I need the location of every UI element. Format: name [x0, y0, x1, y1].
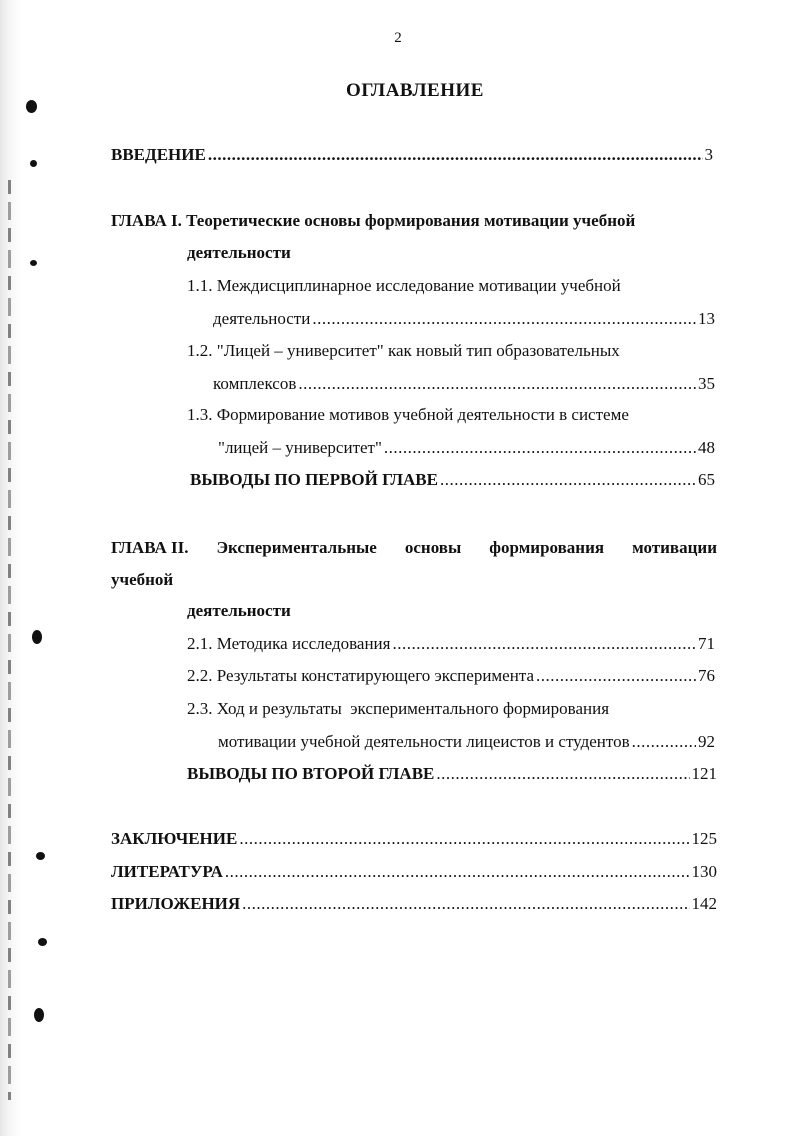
toc-entry-chapter2-conclusion: [187, 763, 717, 785]
heading-word: мотивации: [632, 538, 717, 557]
leader-dots: [384, 437, 696, 459]
entry-page: 48: [698, 438, 715, 457]
leader-dots: [440, 469, 696, 491]
entry-label: ПРИЛОЖЕНИЯ: [111, 894, 241, 913]
chapter2-heading-cont2: деятельности: [187, 601, 291, 620]
binding-hole: [30, 160, 37, 167]
toc-entry-conclusion: [111, 828, 717, 850]
heading-word: основы: [404, 538, 462, 557]
entry-page: 130: [691, 862, 717, 881]
leader-dots: [392, 633, 696, 655]
chapter1-heading-cont: деятельности: [187, 243, 291, 262]
page-number: 2: [394, 30, 402, 46]
section-1-3-title: 1.3. Формирование мотивов учебной деятельности в системе: [187, 405, 629, 424]
entry-page: 71: [698, 634, 715, 653]
toc-entry-chapter1-conclusion: [190, 469, 715, 491]
entry-page: 76: [698, 666, 715, 685]
entry-label: "лицей – университет": [218, 438, 382, 457]
entry-label: ВЫВОДЫ ПО ПЕРВОЙ ГЛАВЕ: [190, 470, 438, 489]
binding-hole: [30, 260, 37, 266]
toc-entry-intro: [111, 144, 713, 166]
entry-page: 35: [698, 374, 715, 393]
entry-page: 142: [691, 894, 717, 913]
chapter1-heading: ГЛАВА I. Теоретические основы формирования мотивации учебной: [111, 211, 636, 230]
entry-label: комплексов: [213, 374, 297, 393]
entry-label: ЗАКЛЮЧЕНИЕ: [111, 829, 238, 848]
entry-page: 13: [698, 309, 715, 328]
toc-entry-1-1: [213, 308, 715, 330]
toc-entry-2-2: [187, 665, 715, 687]
leader-dots: [298, 373, 696, 395]
section-1-2-title: 1.2. "Лицей – университет" как новый тип образовательных: [187, 341, 620, 360]
toc-entry-appendices: [111, 893, 717, 915]
binding-hole: [36, 852, 45, 860]
scan-edge-shadow: [0, 0, 22, 1136]
entry-page: 125: [691, 829, 717, 848]
entry-label: ВЫВОДЫ ПО ВТОРОЙ ГЛАВЕ: [187, 764, 435, 783]
toc-entry-1-2: [213, 373, 715, 395]
leader-dots: [208, 144, 703, 166]
entry-label: 2.1. Методика исследования: [187, 634, 391, 653]
leader-dots: [225, 861, 690, 883]
toc-entry-literature: [111, 861, 717, 883]
leader-dots: [536, 665, 696, 687]
binding-hole: [38, 938, 47, 946]
chapter2-heading: [111, 537, 717, 559]
heading-word: формирования: [489, 538, 605, 557]
section-1-1-title: 1.1. Междисциплинарное исследование мотивации учебной: [187, 276, 621, 295]
entry-page: 121: [691, 764, 717, 783]
entry-label: деятельности: [213, 309, 311, 328]
scan-edge-streak: [8, 180, 11, 1100]
binding-hole: [32, 630, 42, 644]
entry-label: ВВЕДЕНИЕ: [111, 145, 206, 164]
heading-word: ГЛАВА II.: [111, 538, 189, 557]
leader-dots: [436, 763, 689, 785]
leader-dots: [239, 828, 689, 850]
section-2-3-title: 2.3. Ход и результаты экспериментального формирования: [187, 699, 610, 718]
heading-word: Экспериментальные: [216, 538, 377, 557]
entry-label: мотивации учебной деятельности лицеистов и студентов: [218, 732, 630, 751]
toc-entry-2-1: [187, 633, 715, 655]
entry-page: 65: [698, 470, 715, 489]
toc-entry-2-3: [218, 731, 715, 753]
entry-label: ЛИТЕРАТУРА: [111, 862, 223, 881]
entry-page: 3: [704, 145, 713, 164]
leader-dots: [242, 893, 689, 915]
chapter2-heading-cont1: учебной: [111, 570, 174, 589]
binding-hole: [34, 1008, 44, 1022]
leader-dots: [312, 308, 696, 330]
entry-label: 2.2. Результаты констатирующего эксперимента: [187, 666, 534, 685]
entry-page: 92: [698, 732, 715, 751]
toc-title: ОГЛАВЛЕНИЕ: [346, 80, 484, 101]
leader-dots: [632, 731, 696, 753]
toc-entry-1-3: [218, 437, 715, 459]
